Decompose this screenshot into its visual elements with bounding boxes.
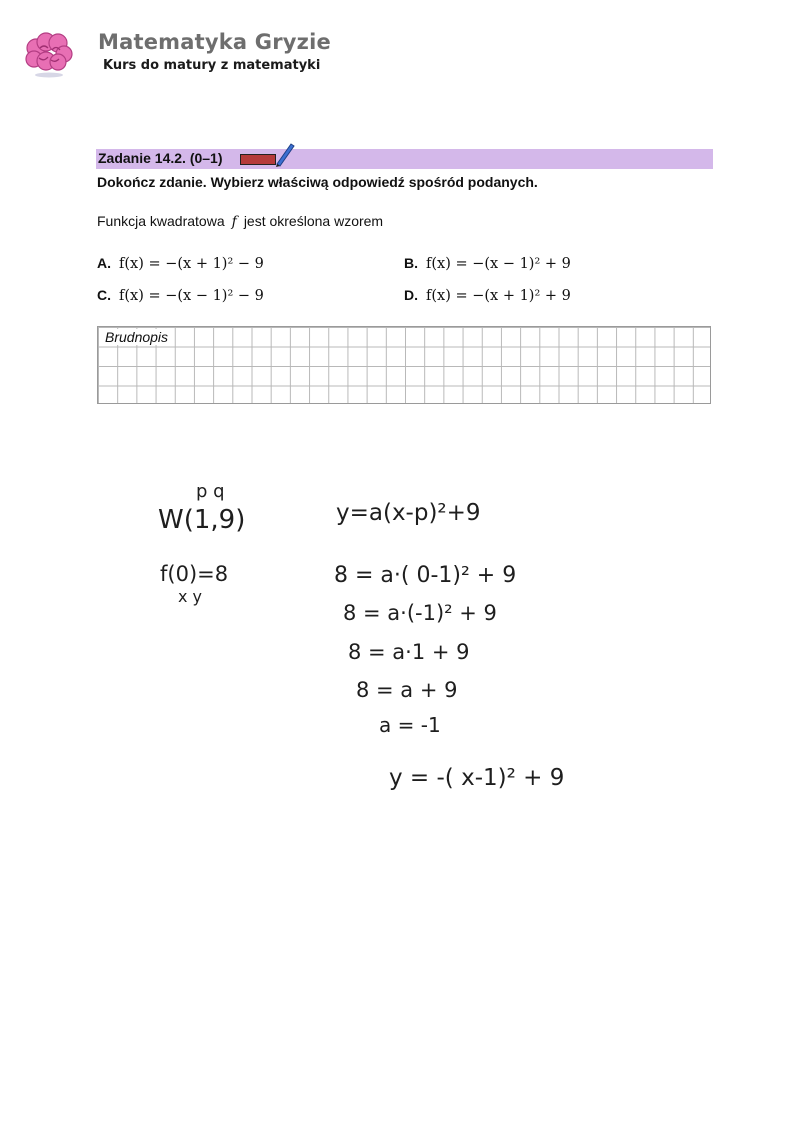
hw-general-form: y=a(x-p)²+9 [336,500,481,526]
brand-title: Matematyka Gryzie [98,30,331,54]
hw-xy: x y [178,587,203,606]
option-formula: f(x) = −(x − 1)² + 9 [426,256,571,272]
hw-step-3: 8 = a·1 + 9 [348,640,470,664]
hw-f0: f(0)=8 [160,562,229,586]
task-title: Zadanie 14.2. (0–1) [98,150,223,166]
function-symbol: f [231,214,237,230]
option-letter: B. [404,255,418,271]
hw-step-1: 8 = a·( 0-1)² + 9 [334,563,517,588]
option-letter: A. [97,255,111,271]
hw-vertex: W(1,9) [158,505,246,535]
brand-subtitle: Kurs do matury z matematyki [103,58,321,73]
statement-prefix: Funkcja kwadratowa [97,213,225,229]
hw-step-4: 8 = a + 9 [356,678,458,702]
hw-step-5: a = -1 [379,713,441,737]
task-instruction: Dokończ zdanie. Wybierz właściwą odpowiedź spośród podanych. [97,174,538,190]
hw-result: y = -( x-1)² + 9 [389,765,565,791]
hw-step-2: 8 = a·(-1)² + 9 [343,601,497,625]
statement-suffix: jest określona wzorem [243,213,384,229]
option-formula: f(x) = −(x − 1)² − 9 [119,288,264,304]
scratch-label: Brudnopis [105,329,169,345]
option-formula: f(x) = −(x + 1)² + 9 [426,288,571,304]
option-letter: D. [404,287,418,303]
option-formula: f(x) = −(x + 1)² − 9 [119,256,264,272]
option-letter: C. [97,287,111,303]
hw-pq: p q [196,481,225,502]
